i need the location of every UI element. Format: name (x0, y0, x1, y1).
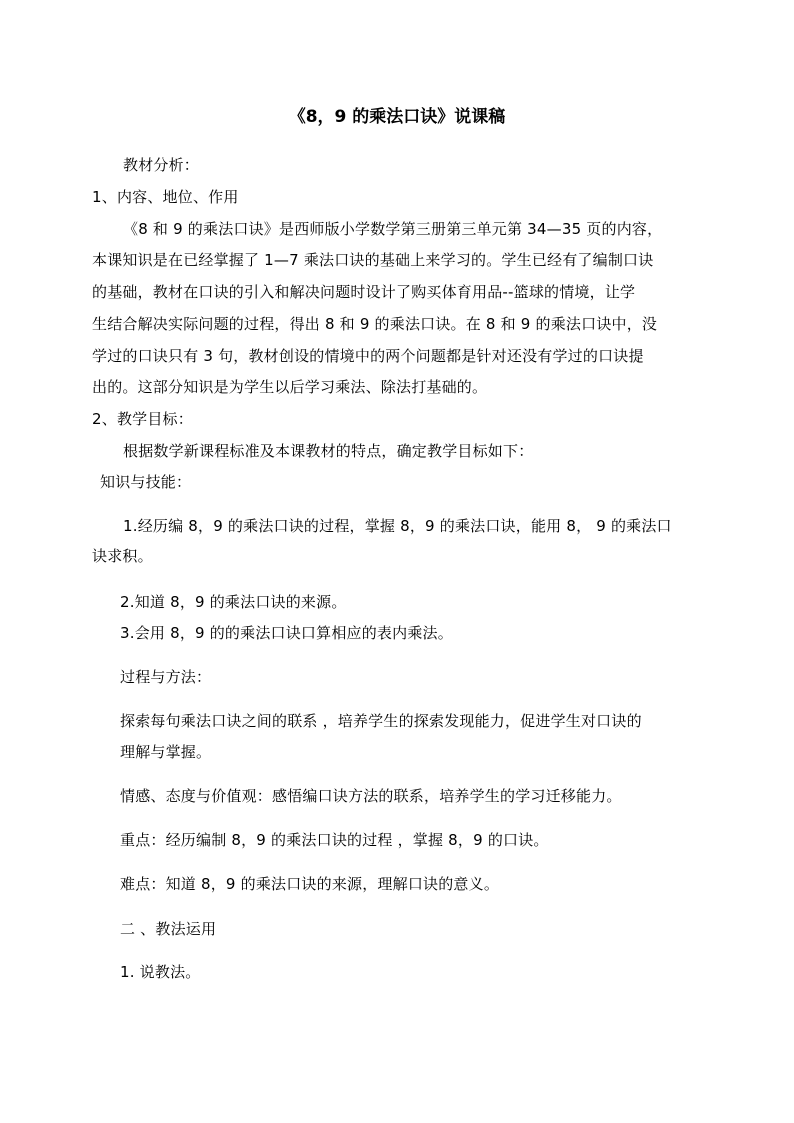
goal-item-1-continued: 诀求积。 (92, 547, 153, 565)
goal-heading-knowledge: 知识与技能： (100, 473, 192, 491)
paragraph-line: 生结合解决实际问题的过程，得出 8 和 9 的乘法口诀。在 8 和 9 的乘法口诀中，没 (92, 315, 658, 333)
section-heading-teaching-methods: 二 、教法运用 (120, 920, 217, 938)
goal-item-1: 1.经历编 8，9 的乘法口诀的过程，掌握 8，9 的乘法口诀，能用 8， 9 的乘法口 (123, 517, 672, 535)
paragraph-line: 本课知识是在已经掌握了 1—7 乘法口诀的基础上来学习的。学生已经有了编制口诀 (92, 251, 654, 269)
document-title: 《8，9 的乘法口诀》说课稿 (288, 107, 506, 127)
subsection-heading-content: 1、内容、地位、作用 (92, 188, 239, 206)
paragraph-line: 《8 和 9 的乘法口诀》是西师版小学数学第三册第三单元第 34—35 页的内容， (123, 220, 663, 238)
paragraph-line: 根据数学新课程标准及本课教材的特点，确定教学目标如下： (123, 442, 534, 460)
paragraph-line: 学过的口诀只有 3 句，教材创设的情境中的两个问题都是针对还没有学过的口诀提 (92, 347, 644, 365)
goal-item-2: 2.知道 8，9 的乘法口诀的来源。 (120, 593, 347, 611)
section-heading-textbook-analysis: 教材分析： (123, 156, 200, 174)
goal-heading-process: 过程与方法： (120, 668, 212, 686)
paragraph-line: 探索每句乘法口诀之间的联系 ，培养学生的探索发现能力，促进学生对口诀的 (120, 712, 642, 730)
paragraph-line: 出的。这部分知识是为学生以后学习乘法、除法打基础的。 (92, 378, 488, 396)
goal-emotion: 情感、态度与价值观：感悟编口诀方法的联系，培养学生的学习迁移能力。 (120, 787, 622, 805)
goal-item-3: 3.会用 8，9 的的乘法口诀口算相应的表内乘法。 (120, 624, 453, 642)
paragraph-line: 理解与掌握。 (120, 743, 212, 761)
paragraph-line: 的基础，教材在口诀的引入和解决问题时设计了购买体育用品--篮球的情境，让学 (92, 283, 636, 301)
subsection-heading-goals: 2、教学目标： (92, 410, 193, 428)
difficult-point: 难点：知道 8，9 的乘法口诀的来源，理解口诀的意义。 (120, 875, 500, 893)
subsection-heading-teaching-method: 1. 说教法。 (120, 963, 201, 981)
key-point: 重点：经历编制 8，9 的乘法口诀的过程 ，掌握 8，9 的口诀。 (120, 831, 549, 849)
